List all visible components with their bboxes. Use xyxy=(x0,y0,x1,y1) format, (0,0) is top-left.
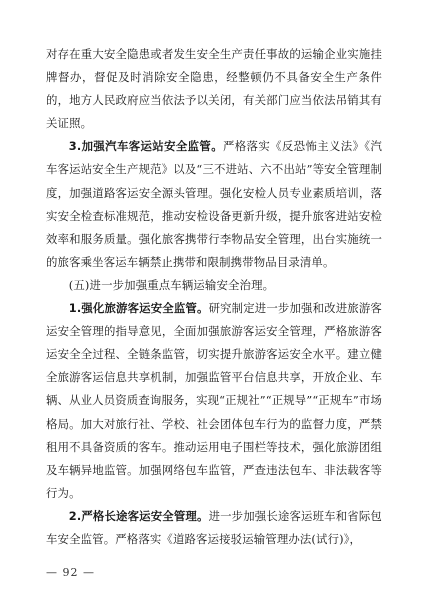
document-body xyxy=(46,43,382,551)
paragraph-heading: 3.加强汽车客运站安全监管。 xyxy=(68,139,223,154)
paragraph-continuation xyxy=(46,43,382,135)
paragraph-text: 研究制定进一步加强和改进旅游客运安全管理的指导意见，全面加强旅游客运安全管理，严格旅游客运安全全过程、全链条监管，切实提升旅游客运安全水平。建立健全旅游客运信息共享机制，加强监管平台信息共享，开放企业、车辆、从业人员资质查询服务，实现“正规社”“正规导”“正规车”市场格局。加大对旅行社、学校、社会团体包车行为的监督力度，严禁租用不具备资质的客车。推动运用电子围栏等技术，强化旅游团组及车辆异地监管。加强网络包车监管，严查违法包车、非法载客等行为。 xyxy=(46,301,382,500)
paragraph-text: 对存在重大安全隐患或者发生安全生产责任事故的运输企业实施挂牌督办，督促及时消除安全隐患，经整顿仍不具备安全生产条件的，地方人民政府应当依法予以关闭，有关部门应当依法吊销其有关证照。 xyxy=(46,47,382,131)
page-number: — 92 — xyxy=(46,566,95,579)
section-heading xyxy=(46,274,382,297)
paragraph-text: 严格落实《反恐怖主义法》《汽车客运站安全生产规范》以及“三不进站、六不出站”等安全管理制度，加强道路客运安全源头管理。强化安检人员专业素质培训，落实安全检查标准规范，推动安检设备更新升级，提升旅客进站安检效率和服务质量。强化旅客携带行李物品安全管理，出台实施统一的旅客乘坐客运车辆禁止携带和限制携带物品目录清单。 xyxy=(46,139,382,269)
paragraph-tourism-transport xyxy=(46,297,382,505)
paragraph-text: 进一步加强长途客运班车和省际包车安全监管。严格落实《道路客运接驳运输管理办法(试行)》， xyxy=(46,508,382,546)
section-heading-text: (五)进一步加强重点车辆运输安全治理。 xyxy=(68,277,275,292)
paragraph-bus-station-supervision xyxy=(46,135,382,274)
paragraph-heading: 2.严格长途客运安全管理。 xyxy=(68,508,209,523)
paragraph-heading: 1.强化旅游客运安全监管。 xyxy=(68,301,209,316)
paragraph-long-distance-transport xyxy=(46,505,382,551)
